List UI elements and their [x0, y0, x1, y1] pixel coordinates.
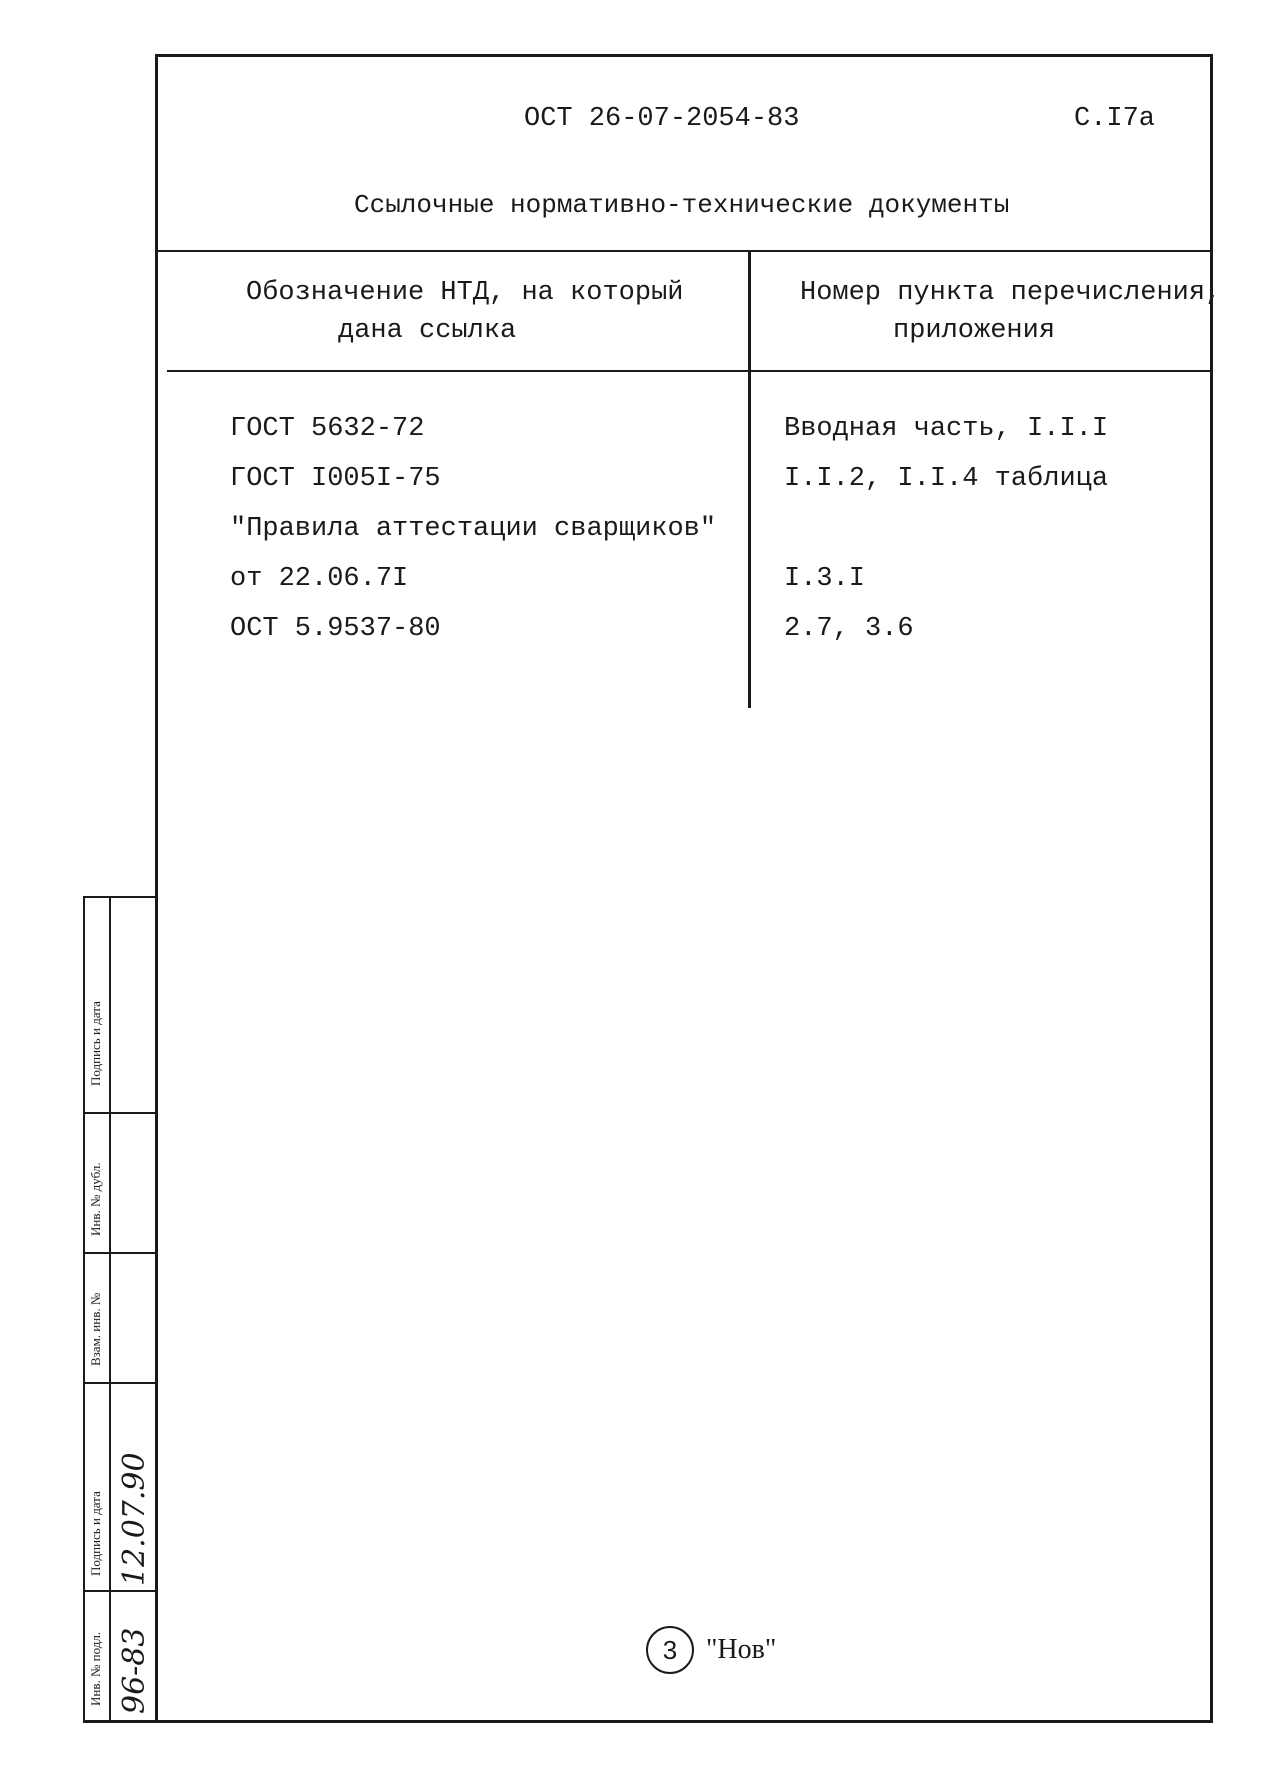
stamp-label-signature-date: Подпись и дата [88, 1001, 103, 1086]
stamp-label-replacement-number: Взам. инв. № [88, 1292, 103, 1366]
row-doc: ОСТ 5.9537-80 [230, 614, 441, 644]
page-number: С.I7а [1074, 104, 1156, 134]
revision-mark: "Нов" [706, 1634, 777, 1665]
row-ref: I.3.I [784, 564, 866, 594]
handwritten-signature: 12.07.90 [117, 1452, 152, 1586]
stamp-label-original-number: Инв. № подл. [88, 1631, 103, 1706]
stamp-outer-left-rule [83, 896, 85, 1723]
stamp-label-signature-date: Подпись и дата [88, 1491, 103, 1576]
column-header-ref-line1: Номер пункта перечисления, [800, 278, 1222, 308]
standard-designation: ОСТ 26-07-2054-83 [524, 104, 800, 134]
handwritten-original-number: 96-83 [117, 1627, 152, 1714]
column-header-ref-line2: приложения [893, 316, 1056, 346]
stamp-inner-rule [109, 896, 111, 1723]
side-stamp [83, 896, 158, 1723]
page-title: Ссылочные нормативно-технические документы [354, 190, 1010, 220]
stamp-top-rule [83, 896, 158, 898]
column-header-doc-line2: дана ссылка [338, 316, 517, 346]
row-ref: I.I.2, I.I.4 таблица [784, 464, 1109, 494]
frame-top-border [155, 54, 1213, 57]
column-header-doc-line1: Обозначение НТД, на который [246, 278, 684, 308]
stamp-cell-divider [83, 1252, 158, 1254]
row-doc: ГОСТ I005I-75 [230, 464, 441, 494]
row-ref: Вводная часть, I.I.I [784, 414, 1109, 444]
stamp-cell-divider [83, 1382, 158, 1384]
stamp-cell-divider [83, 1112, 158, 1114]
row-ref: 2.7, 3.6 [784, 614, 914, 644]
table-column-divider [748, 252, 751, 708]
stamp-cell-divider [83, 1590, 158, 1592]
revision-circle [646, 1626, 694, 1674]
table-header-rule [167, 370, 1213, 372]
row-doc: ГОСТ 5632-72 [230, 414, 425, 444]
stamp-label-duplicate-number: Инв. № дубл. [88, 1162, 103, 1236]
row-doc: "Правила аттестации сварщиков" [230, 514, 717, 544]
frame-bottom-border [83, 1720, 1213, 1723]
revision-number: 3 [662, 1634, 678, 1665]
row-doc: от 22.06.7I [230, 564, 409, 594]
table-top-rule [155, 250, 1213, 252]
